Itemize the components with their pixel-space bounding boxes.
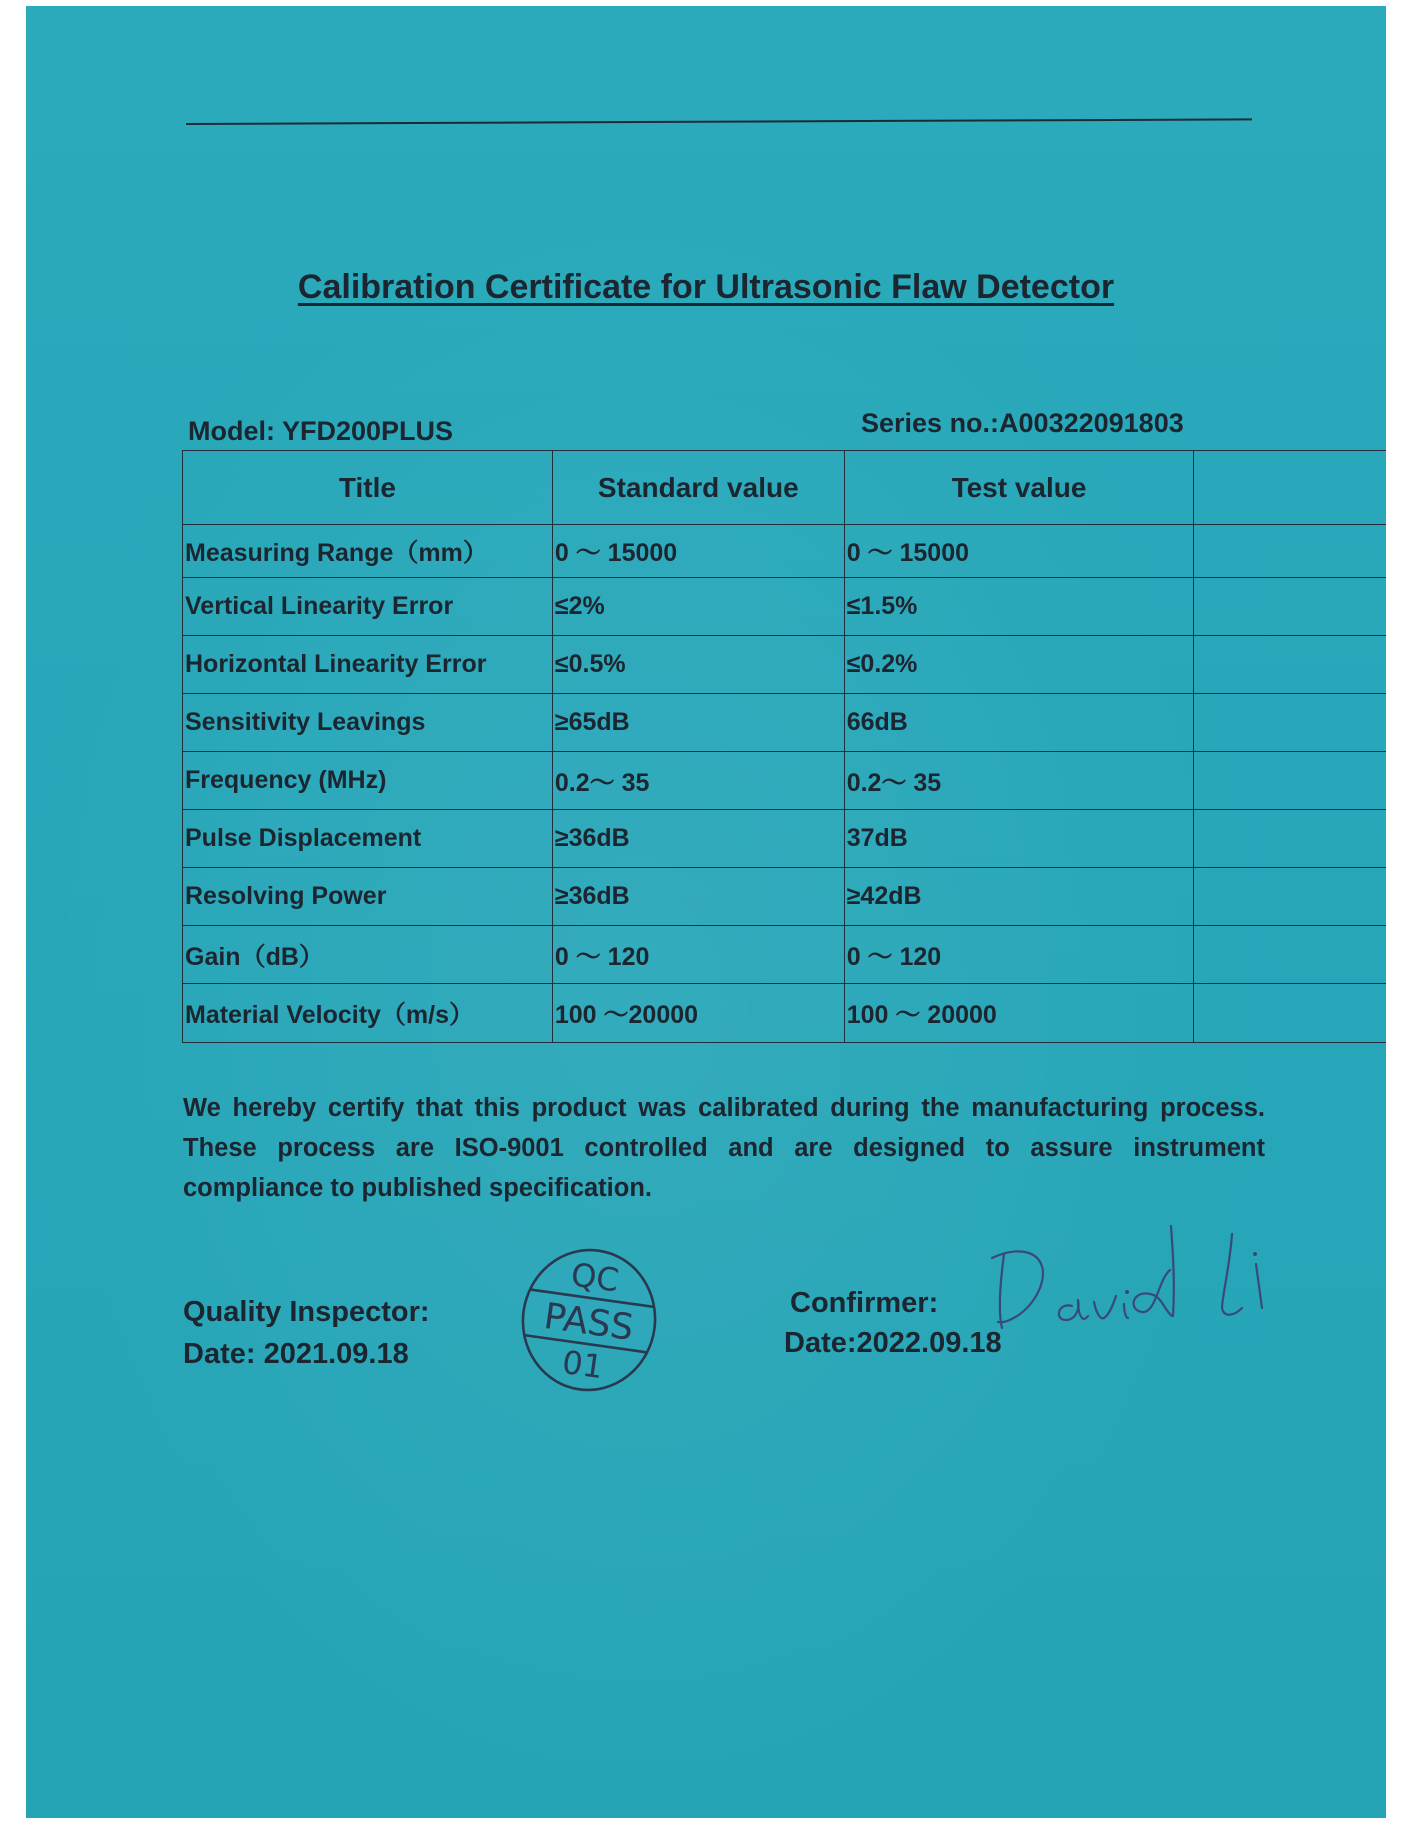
- row-title: Gain（dB）: [183, 926, 553, 984]
- table-row: [183, 984, 1387, 1043]
- row-extra: [1194, 636, 1386, 694]
- row-title: Material Velocity（m/s）: [183, 984, 553, 1043]
- stamp-text-pass: PASS: [541, 1295, 636, 1350]
- table-row: [183, 578, 1387, 636]
- stamp-text-number: 01: [559, 1342, 606, 1387]
- table-header-row: [183, 451, 1387, 525]
- stamp-text-qc: QC: [568, 1255, 622, 1300]
- row-test-value: 0 ～ 120: [844, 926, 1194, 984]
- row-test-value: 37dB: [844, 810, 1194, 868]
- row-standard-value: ≥36dB: [552, 810, 844, 868]
- header-empty: [1194, 451, 1386, 525]
- table-row: [183, 525, 1387, 578]
- row-standard-value: 0.2～ 35: [552, 752, 844, 810]
- row-title: Vertical Linearity Error: [183, 578, 553, 636]
- row-test-value: 66dB: [844, 694, 1194, 752]
- row-test-value: 100 ～ 20000: [844, 984, 1194, 1043]
- row-test-value: ≤1.5%: [844, 578, 1194, 636]
- series-number: Series no.:A00322091803: [861, 408, 1184, 438]
- row-standard-value: ≥65dB: [552, 694, 844, 752]
- certificate-paper: [26, 6, 1386, 1818]
- row-extra: [1194, 984, 1386, 1043]
- row-standard-value: ≥36dB: [552, 868, 844, 926]
- top-rule-line: [186, 118, 1252, 125]
- header-test-value: Test value: [844, 451, 1194, 525]
- row-title: Frequency (MHz): [183, 752, 553, 810]
- row-extra: [1194, 810, 1386, 868]
- confirmer-date: Date:2022.09.18: [784, 1327, 1002, 1359]
- header-standard-value: Standard value: [552, 451, 844, 525]
- row-extra: [1194, 525, 1386, 578]
- row-extra: [1194, 694, 1386, 752]
- row-test-value: 0 ～ 15000: [844, 525, 1194, 578]
- header-title: Title: [183, 451, 553, 525]
- certification-statement: We hereby certify that this product was calibrated during the manufacturing process. These process are ISO-9001 controlled and are designed to assure instrument compliance to published specification.: [183, 1094, 1265, 1202]
- row-title: Sensitivity Leavings: [183, 694, 553, 752]
- row-standard-value: 100 ～20000: [552, 984, 844, 1043]
- table-row: [183, 636, 1387, 694]
- quality-inspector-label: Quality Inspector:: [183, 1296, 430, 1328]
- row-extra: [1194, 868, 1386, 926]
- certificate-title: Calibration Certificate for Ultrasonic Flaw Detector: [297, 268, 1115, 306]
- row-extra: [1194, 752, 1386, 810]
- row-standard-value: 0 ～ 120: [552, 926, 844, 984]
- signature-icon: [986, 1224, 1276, 1334]
- calibration-table: [182, 450, 1386, 1043]
- model-label: Model: YFD200PLUS: [188, 416, 454, 446]
- row-extra: [1194, 578, 1386, 636]
- table-row: [183, 868, 1387, 926]
- row-test-value: 0.2～ 35: [844, 752, 1194, 810]
- row-extra: [1194, 926, 1386, 984]
- row-standard-value: ≤2%: [552, 578, 844, 636]
- confirmer-label: Confirmer:: [790, 1287, 939, 1319]
- inspector-date: Date: 2021.09.18: [183, 1338, 409, 1370]
- table-row: [183, 752, 1387, 810]
- table-row: [183, 926, 1387, 984]
- row-test-value: ≥42dB: [844, 868, 1194, 926]
- table-row: [183, 694, 1387, 752]
- row-title: Pulse Displacement: [183, 810, 553, 868]
- row-title: Horizontal Linearity Error: [183, 636, 553, 694]
- row-standard-value: 0 ～ 15000: [552, 525, 844, 578]
- row-title: Measuring Range（mm）: [183, 525, 553, 578]
- row-standard-value: ≤0.5%: [552, 636, 844, 694]
- row-test-value: ≤0.2%: [844, 636, 1194, 694]
- row-title: Resolving Power: [183, 868, 553, 926]
- table-row: [183, 810, 1387, 868]
- qc-pass-stamp-icon: [516, 1244, 662, 1396]
